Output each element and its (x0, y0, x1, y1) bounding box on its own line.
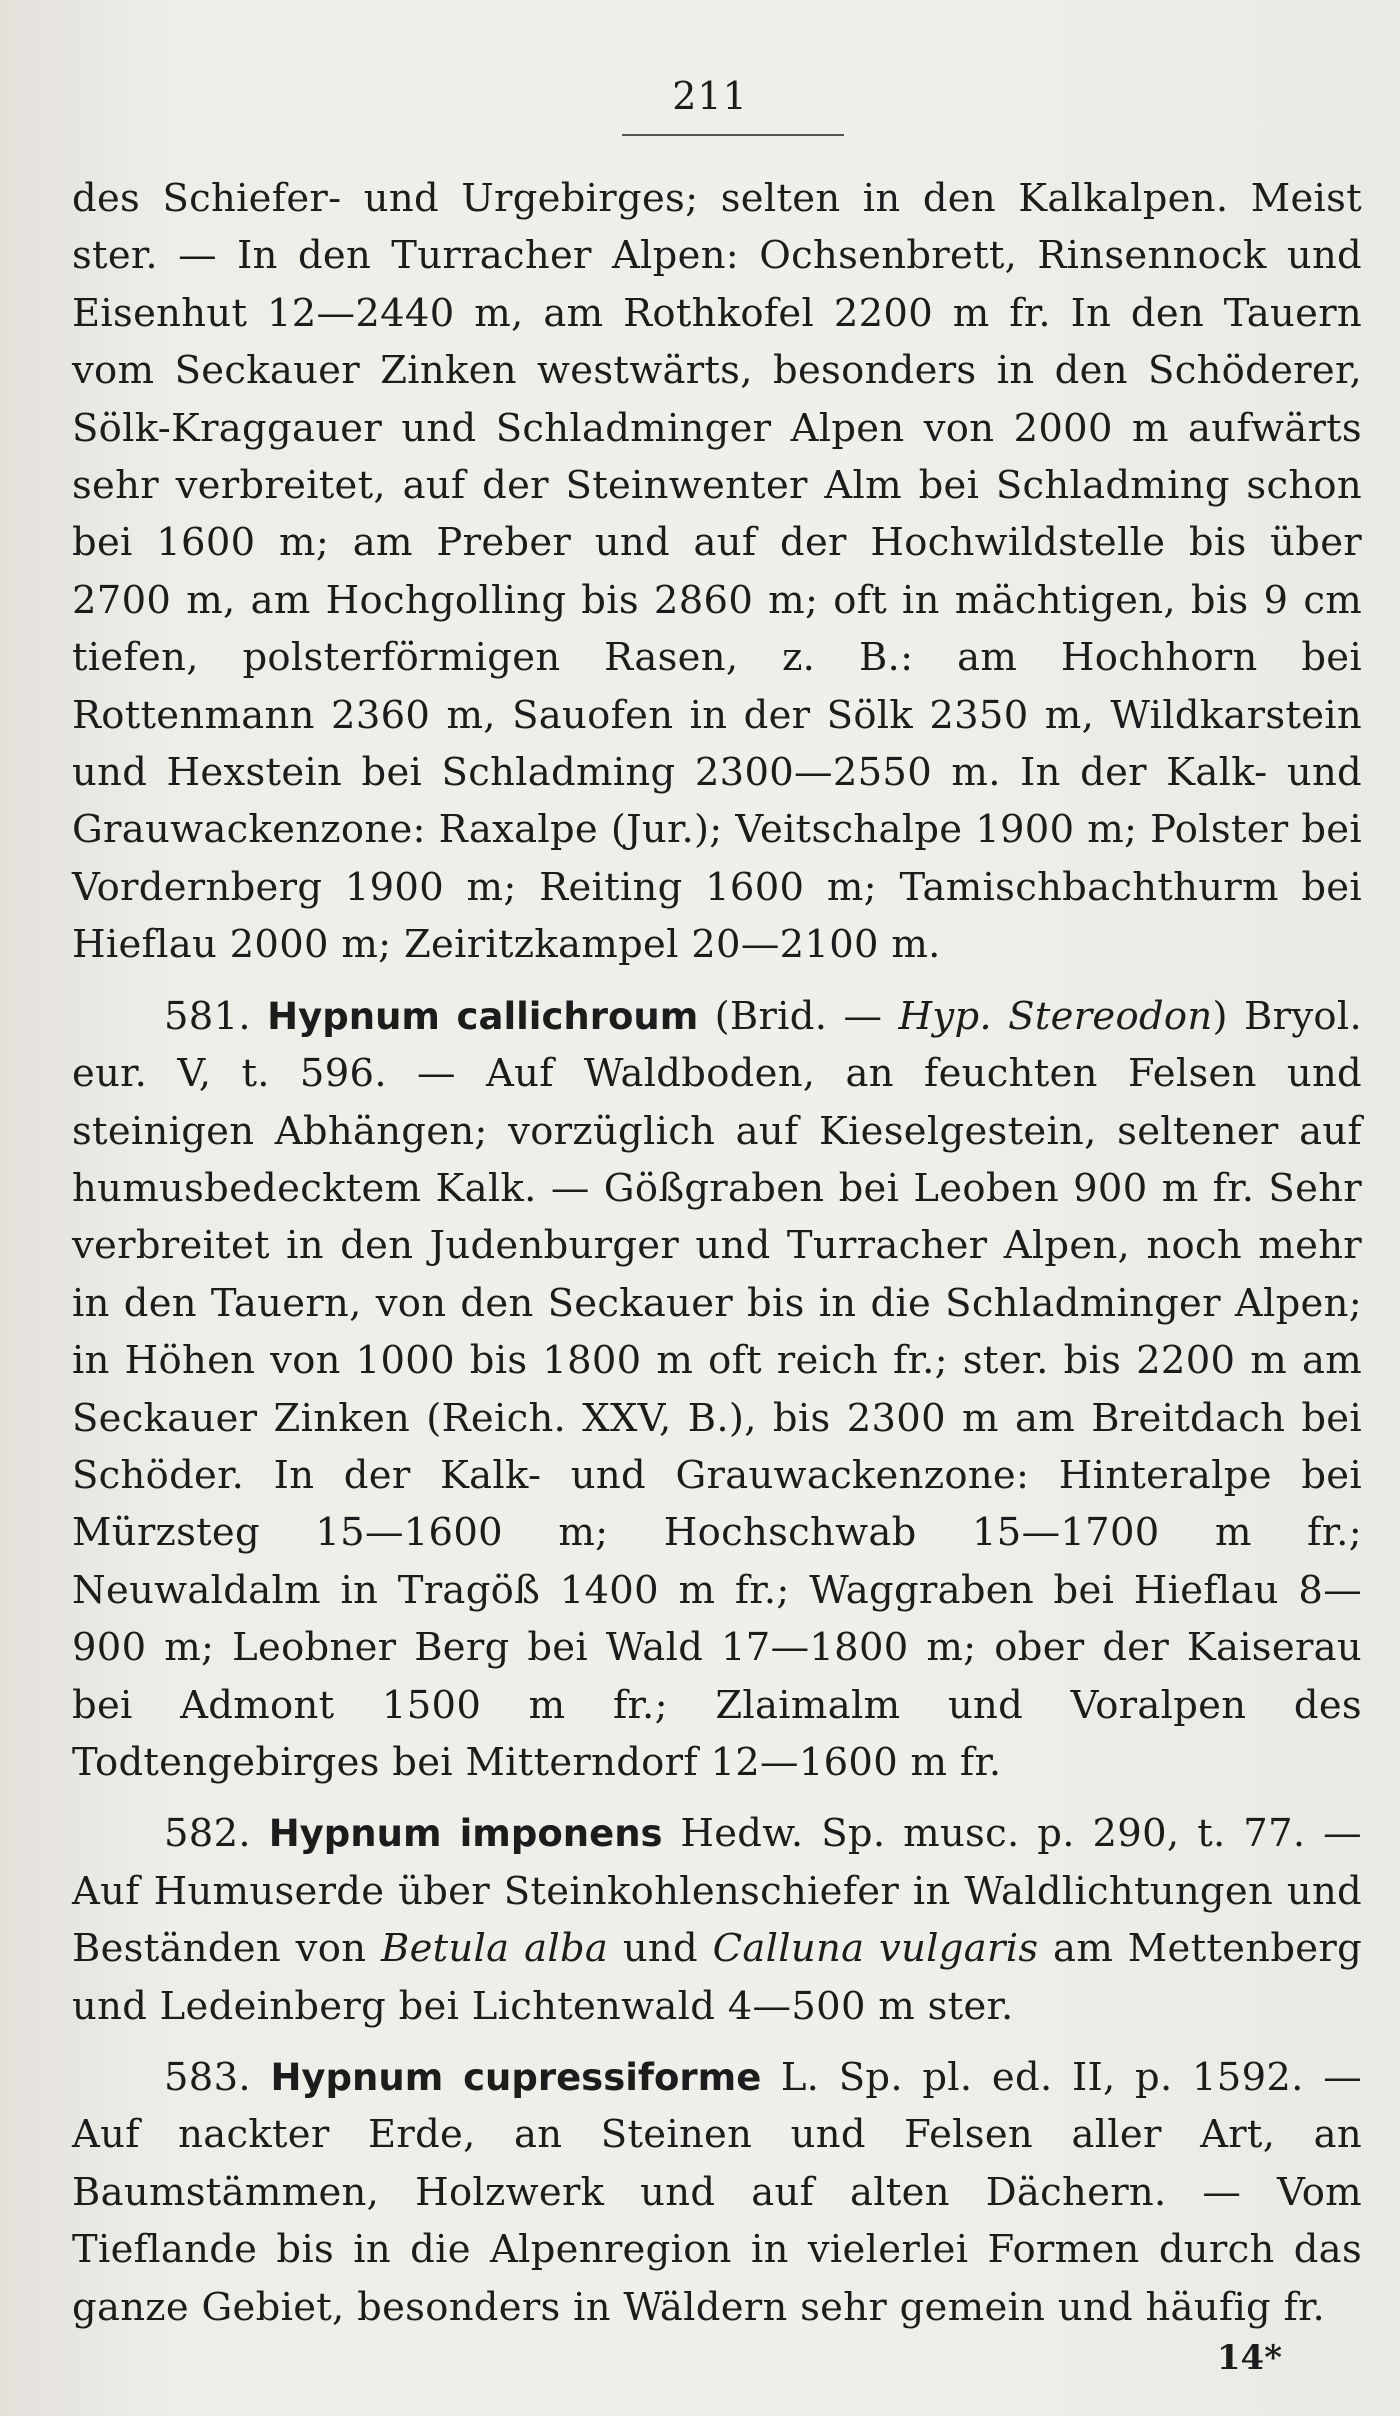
signature-mark: 14* (1216, 2338, 1282, 2378)
entry-582 (72, 1805, 1362, 2035)
entry-text: Hedw. Sp. musc. p. 290, t. 77. — Auf Humuserde über Steinkohlenschiefer in Waldlichtungen und Beständen von (72, 1811, 1362, 1972)
species-name: Hypnum imponens (268, 1812, 663, 1856)
page-number: 211 (672, 74, 748, 118)
body-text (72, 170, 1362, 2350)
entry-583 (72, 2049, 1362, 2336)
intro-paragraph: des Schiefer- und Urgebirges; selten in den Kalkalpen. Meist ster. — In den Turracher Alpen: Ochsenbrett, Rinsennock und Eisenhut 12—2440 m, am Rothkofel 2200 m fr. In den Tauern vom Seckauer Zinken westwärts, besonders in den Schöderer, Sölk-Kraggauer und Schladminger Alpen von 2000 m aufwärts sehr verbreitet, auf der Steinwenter Alm bei Schladming schon bei 1600 m; am Preber und auf der Hochwildstelle bis über 2700 m, am Hochgolling bis 2860 m; oft in mächtigen, bis 9 cm tiefen, polsterförmigen Rasen, z. B.: am Hochhorn bei Rottenmann 2360 m, Sauofen in der Sölk 2350 m, Wildkarstein und Hexstein bei Schladming 2300—2550 m. In der Kalk- und Grauwackenzone: Raxalpe (Jur.); Veitschalpe 1900 m; Polster bei Vordernberg 1900 m; Reiting 1600 m; Tamischbachthurm bei Hieflau 2000 m; Zeiritzkampel 20—2100 m. (72, 176, 1362, 968)
header-rule (622, 134, 844, 136)
species-name: Hypnum cupressiforme (270, 2056, 762, 2099)
species-name: Hypnum callichroum (267, 994, 699, 1038)
entry-authority: (Brid. — (714, 993, 899, 1039)
entry-synonym: Hyp. Stereodon (898, 993, 1213, 1039)
entry-text: ) Bryol. eur. V, t. 596. — Auf Waldboden, an feuchten Felsen und steinigen Abhängen; vorzüglich auf Kieselgestein, seltener auf humusbedecktem Kalk. — Gößgraben bei Leoben 900 m fr. Sehr verbreitet in den Judenburger und Turracher Alpen, noch mehr in den Tauern, von den Seckauer bis in die Schladminger Alpen; in Höhen von 1000 bis 1800 m oft reich fr.; ster. bis 2200 m am Seckauer Zinken (Reich. XXV, B.), bis 2300 m am Breitdach bei Schöder. In der Kalk- und Grauwackenzone: Hinteralpe bei Mürzsteg 15—1600 m; Hochschwab 15—1700 m fr.; Neuwaldalm in Tragöß 1400 m fr.; Waggraben bei Hieflau 8—900 m; Leobner Berg bei Wald 17—1800 m; ober der Kaiserau bei Admont 1500 m fr.; Zlaimalm und Voralpen des Todtengebirges bei Mitterndorf 12—1600 m fr. (72, 993, 1363, 1785)
entry-text: am Mettenberg und Ledeinberg bei Lichtenwald 4—500 m ster. (72, 1926, 1363, 2029)
entry-number: 581. (164, 993, 251, 1039)
entry-text: L. Sp. pl. ed. II, p. 1592. — Auf nackter Erde, an Steinen und Felsen aller Art, an Baumstämmen, Holzwerk und auf alten Dächern. — Vom Tieflande bis in die Alpenregion in vielerlei Formen durch das ganze Gebiet, besonders in Wäldern sehr gemein und häufig fr. (72, 2055, 1363, 2330)
entry-number: 582. (164, 1811, 251, 1857)
plant-name: Calluna vulgaris (712, 1926, 1039, 1972)
plant-name: Betula alba (380, 1926, 609, 1972)
entry-text: und (608, 1926, 713, 1972)
entry-number: 583. (164, 2055, 251, 2100)
entry-581 (72, 988, 1362, 1792)
